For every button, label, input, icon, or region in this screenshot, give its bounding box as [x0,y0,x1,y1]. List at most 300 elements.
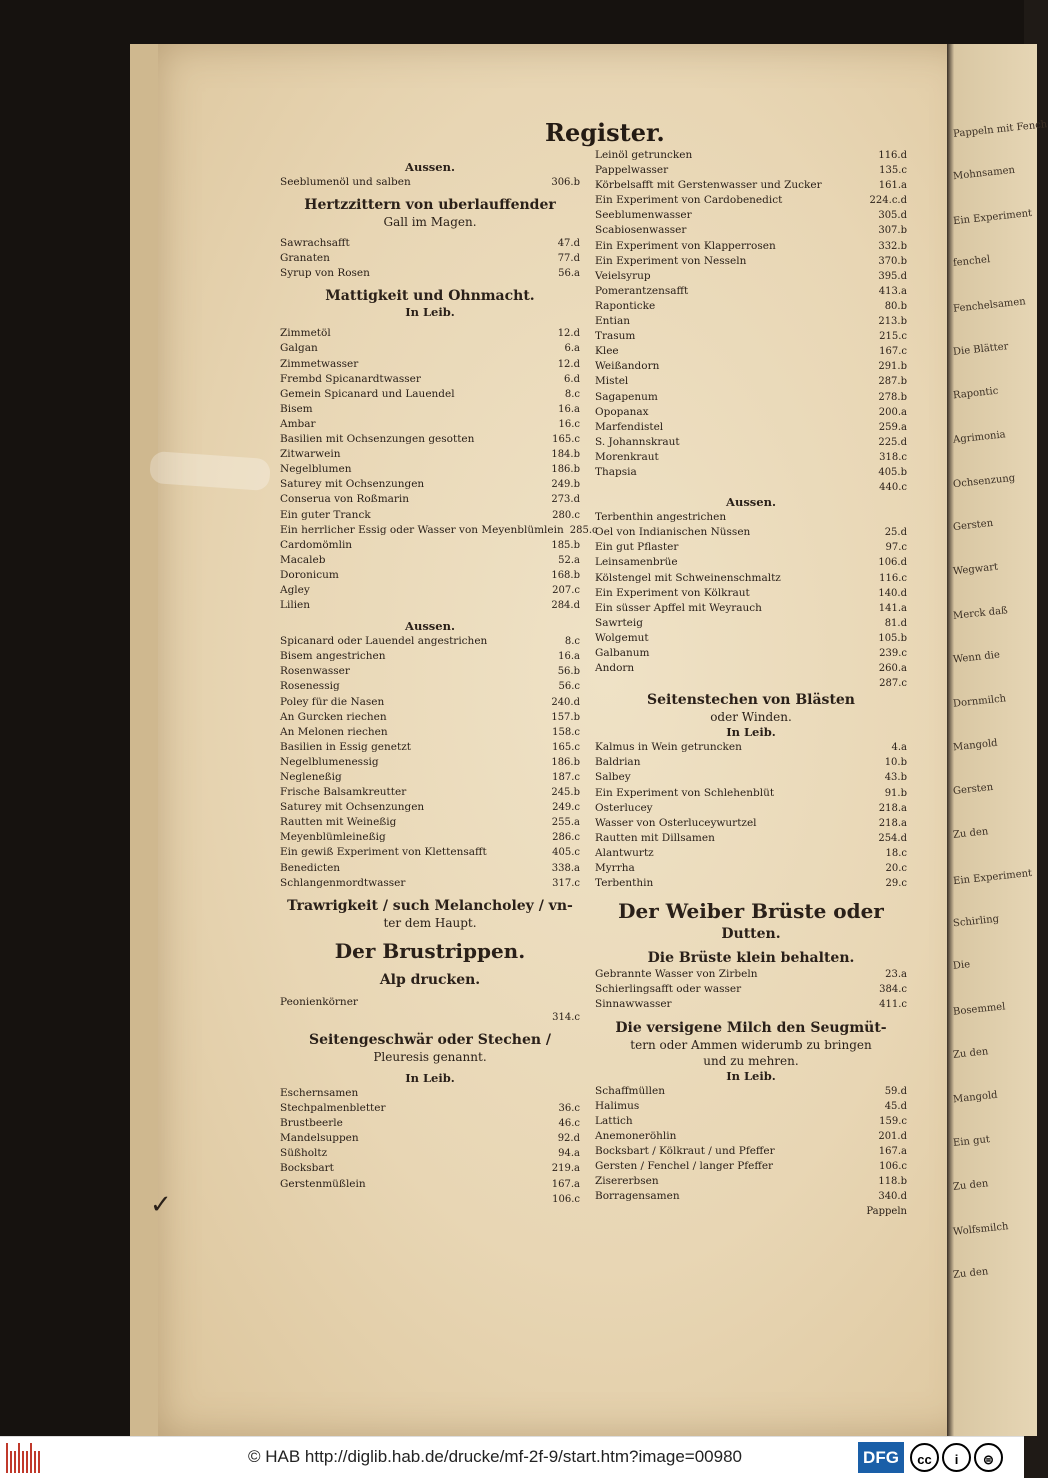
entry-label: Scabiosenwasser [595,224,687,237]
entry-label: Doronicum [280,568,339,581]
entry-label: Ein Experiment von Schlehenblüt [595,786,775,799]
section-heading: Der Brustrippen. [334,938,526,963]
section-heading: Gall im Magen. [383,215,477,230]
entry-page-ref: 157.b [551,711,580,723]
index-entry [280,402,580,417]
index-entry [595,390,907,405]
entry-label: Negelblumenessig [280,755,379,768]
entry-page-ref: 80.b [884,300,907,312]
section-heading: Alp drucken. [379,971,481,988]
entry-page-ref: 219.a [551,1163,580,1175]
entry-page-ref: 225.d [878,436,907,448]
index-entry [280,770,580,785]
entry-page-ref: 18.c [885,847,907,859]
entry-page-ref: 306.b [551,177,580,188]
section-heading: Hertzzittern von uberlauffender [304,197,556,214]
entry-page-ref [901,510,907,525]
index-entry [595,435,907,450]
index-entry [595,661,907,676]
index-entry [595,178,907,193]
index-entry [595,1144,907,1159]
entry-label: Schlangenmordtwasser [280,876,406,889]
entry-label: Frische Balsamkreutter [280,786,407,799]
entry-label: Klee [595,345,619,358]
index-entry [595,540,907,555]
index-entry [595,374,907,389]
page-title: Register. [545,118,665,147]
entry-label: Macaleb [280,553,326,566]
entry-label: Zitwarwein [280,448,341,461]
check-mark: ✓ [150,1190,172,1220]
index-entry [280,1086,580,1101]
neighbor-text: Pappeln mit Fench [952,119,1048,140]
entry-label: Terbenthin angestrichen [595,511,727,524]
entry-label: Alantwurtz [595,846,654,859]
logo-bar [38,1451,40,1473]
entry-page-ref: 141.a [878,602,907,614]
neighbor-text: Schirling [952,913,1000,930]
index-entry [595,405,907,420]
entry-label: Raponticke [595,299,656,312]
entry-page-ref: 286.c [552,832,580,844]
index-entry [280,634,580,649]
index-entry [280,492,580,507]
index-entry [595,786,907,801]
index-entry [280,1161,580,1176]
entry-page-ref: 4.a [891,742,907,754]
entry-label: Ein herrlicher Essig oder Wasser von Meyenblümlein [280,523,564,536]
entry-label: Sawrteig [595,616,643,629]
index-entry [280,583,580,598]
entry-page-ref: 161.a [878,180,907,192]
entry-label: Ein Experiment von Kölkraut [595,586,750,599]
entry-page-ref: 116.d [878,150,907,161]
entry-label: Thapsia [595,465,637,478]
index-entry [595,344,907,359]
index-entry [595,676,907,691]
logo-bar [18,1443,20,1473]
entry-label: Ein Experiment von Klapperrosen [595,239,776,252]
entry-label: Ein süsser Apffel mit Weyrauch [595,601,762,614]
entry-label: Ambar [280,417,316,430]
entry-page-ref: 165.c [552,741,580,753]
index-entry [280,695,580,710]
entry-label: Gerstenmüßlein [280,1177,366,1190]
entry-page-ref: 167.c [879,346,907,358]
entry-page-ref: 6.d [564,373,580,385]
entry-label: Halimus [595,1099,640,1112]
entry-page-ref: 92.d [557,1133,580,1145]
entry-label: Rautten mit Weineßig [280,816,397,829]
index-entry [595,163,907,178]
entry-label: Anemoneröhlin [595,1129,677,1142]
section-heading: Seitengeschwär oder Stechen / [308,1031,552,1048]
index-entry [280,785,580,800]
neighbor-text: Mohnsamen [952,164,1016,183]
index-entry [595,616,907,631]
entry-page-ref: 97.c [885,542,907,554]
entry-page-ref: 200.a [878,406,907,418]
neighbor-text: Zu den [952,1266,989,1281]
hab-logo-icon [6,1443,40,1473]
entry-page-ref: 405.c [552,847,580,859]
entry-page-ref: 8.c [564,636,580,648]
section-heading: Die Brüste klein behalten. [647,950,855,967]
entry-label: Trasum [595,330,636,343]
logo-bar [22,1451,24,1473]
index-entry [280,800,580,815]
entry-label: Zimmetöl [280,327,331,340]
index-entry [595,861,907,876]
entry-page-ref: 186.b [551,464,580,476]
index-entry [595,284,907,299]
entry-label: Süßholtz [280,1147,328,1160]
entry-page-ref [574,1086,580,1101]
entry-label: Osterlucey [595,801,653,814]
index-entry [595,1084,907,1099]
neighbor-text: Ein gut [952,1134,991,1149]
entry-label: Sagapenum [595,390,658,403]
entry-page-ref: 291.b [878,361,907,373]
index-entry [595,510,907,525]
entry-page-ref: 240.d [551,696,580,708]
entry-label: Poley für die Nasen [280,695,385,708]
entry-page-ref: 249.b [551,479,580,491]
index-entry [595,450,907,465]
entry-page-ref: 20.c [885,863,907,875]
section-heading: ter dem Haupt. [383,915,477,930]
entry-page-ref: 287.b [878,376,907,388]
entry-label: Sawrachsafft [280,237,350,250]
entry-label: Gersten / Fenchel / langer Pfeffer [595,1159,774,1172]
index-entry [280,326,580,341]
index-entry [595,801,907,816]
index-entry [280,538,580,553]
neighbor-text: Ochsenzung [952,472,1016,491]
index-entry [280,755,580,770]
neighbor-page [947,44,1048,1436]
by-icon: i [942,1443,971,1472]
entry-page-ref: 317.c [552,877,580,889]
index-entry [595,1189,907,1204]
entry-page-ref: 6.a [564,343,580,355]
entry-page-ref: 213.b [878,316,907,328]
entry-label: Galgan [280,342,318,355]
entry-label: Entian [595,315,631,328]
index-entry [280,679,580,694]
entry-page-ref: 140.d [878,587,907,599]
entry-page-ref: 12.d [557,358,580,370]
entry-page-ref: 47.d [557,238,580,250]
section-heading: In Leib. [726,725,776,740]
left-column [280,160,598,1207]
section-heading: Pleuresis genannt. [373,1049,487,1064]
section-heading: Dutten. [721,926,781,943]
entry-page-ref: 207.c [552,584,580,596]
index-entry [280,1131,580,1146]
neighbor-text: Die [952,959,971,972]
section-heading: oder Winden. [710,710,792,725]
logo-bar [6,1443,8,1473]
entry-page-ref: 287.c [879,678,907,690]
entry-label: Mandelsuppen [280,1132,359,1145]
index-entry [280,175,580,190]
neighbor-text: Agrimonia [952,429,1007,446]
entry-page-ref: 8.c [564,388,580,400]
entry-label: Baldrian [595,756,641,769]
entry-label: Cardomömlin [280,538,353,551]
entry-label: Terbenthin [595,877,654,890]
entry-page-ref: 338.a [551,862,580,874]
neighbor-text: Rapontic [952,385,999,402]
entry-label: Bisem [280,402,313,415]
entry-label: Granaten [280,252,330,265]
neighbor-text: fenchel [952,254,991,269]
entry-label: Basilien mit Ochsenzungen gesotten [280,433,475,446]
entry-page-ref: 255.a [551,817,580,829]
index-entry [280,710,580,725]
index-entry [595,193,907,208]
entry-page-ref: 440.c [879,482,907,494]
section-heading: Aussen. [405,619,455,634]
entry-page-ref: 16.a [558,403,580,415]
entry-label: Myrrha [595,862,635,875]
entry-label: Borragensamen [595,1190,680,1203]
index-entry [595,1204,907,1219]
entry-page-ref: 284.d [551,600,580,612]
neighbor-text: Zu den [952,1178,989,1193]
entry-label: Kölstengel mit Schweinenschmaltz [595,571,781,584]
entry-label: An Melonen riechen [280,725,388,738]
section-heading: Seitenstechen von Blästen [647,692,855,709]
entry-page-ref: 12.d [557,328,580,340]
entry-page-ref: 245.b [551,787,580,799]
index-entry [595,420,907,435]
entry-page-ref: 215.c [879,331,907,343]
entry-page-ref: 135.c [879,165,907,177]
index-entry [280,725,580,740]
index-entry [280,372,580,387]
logo-bar [10,1451,12,1473]
entry-page-ref: 118.b [878,1176,907,1188]
entry-page-ref: 46.c [558,1118,580,1130]
section-heading: In Leib. [405,1070,455,1085]
entry-label: Zisererbsen [595,1175,659,1188]
entry-page-ref: 411.c [879,999,907,1011]
entry-label: Rautten mit Dillsamen [595,831,715,844]
entry-page-ref: 52.a [558,554,580,566]
entry-page-ref: 56.b [557,666,580,678]
entry-page-ref: 305.d [878,210,907,222]
entry-label: Leinsamenbrüe [595,556,678,569]
footer-bar [0,1436,1024,1478]
section-heading: Der Weiber Brüste oder [618,899,884,924]
entry-page-ref: 395.d [878,270,907,282]
index-entry [280,815,580,830]
entry-label: Ein Experiment von Cardobenedict [595,194,783,207]
index-entry [280,417,580,432]
index-entry [595,740,907,755]
index-entry [595,846,907,861]
entry-page-ref: 167.a [551,1178,580,1190]
entry-page-ref: 23.a [885,969,907,981]
entry-page-ref: 106.d [878,557,907,569]
entry-page-ref: 218.a [878,802,907,814]
entry-page-ref: 314.c [552,1011,580,1023]
entry-page-ref: 184.b [551,449,580,461]
sa-icon: ⊜ [974,1443,1003,1472]
index-entry [595,148,907,163]
entry-page-ref: 405.b [878,466,907,478]
entry-page-ref: 56.a [558,268,580,280]
index-entry [280,523,598,538]
index-entry [595,239,907,254]
index-entry [595,525,907,540]
entry-label: Stechpalmenbletter [280,1102,386,1115]
entry-page-ref: 167.a [878,1145,907,1157]
entry-label: Veielsyrup [595,269,651,282]
index-entry [280,830,580,845]
section-heading: In Leib. [405,305,455,320]
index-entry [595,997,907,1012]
entry-label: Agley [280,583,310,596]
section-heading: Aussen. [405,160,455,174]
entry-label: Opopanax [595,405,649,418]
footer-link[interactable]: © HAB http://diglib.hab.de/drucke/mf-2f-9/start.htm?image=00980 [248,1447,742,1466]
entry-page-ref: 259.a [878,421,907,433]
entry-page-ref: 81.d [884,617,907,629]
entry-page-ref: 158.c [552,726,580,738]
neighbor-text: Fenchelsamen [952,296,1027,315]
index-entry [280,568,580,583]
index-entry [595,601,907,616]
index-entry [595,816,907,831]
entry-page-ref: 91.b [884,787,907,799]
neighbor-text: Zu den [952,1046,989,1061]
section-heading: und zu mehren. [703,1053,799,1068]
entry-label: Lattich [595,1114,633,1127]
entry-label: Meyenblümleineßig [280,831,386,844]
index-entry [595,329,907,344]
entry-label: Sinnawwasser [595,998,672,1011]
entry-label: Lilien [280,599,311,612]
section-heading: tern oder Ammen widerumb zu bringen [630,1037,872,1052]
neighbor-text: Ein Experiment [952,867,1033,888]
entry-page-ref: 307.b [878,225,907,237]
entry-label: Conserua von Roßmarin [280,493,410,506]
entry-label: Marfendistel [595,420,664,433]
neighbor-text: Gersten [952,781,994,798]
index-entry [595,646,907,661]
index-entry [280,553,580,568]
entry-label: Negelblumen [280,463,352,476]
neighbor-text: Wolfsmilch [952,1221,1010,1238]
entry-page-ref: 16.a [558,651,580,663]
entry-label: Negleneßig [280,771,342,783]
entry-label: Leinöl getruncken [595,149,693,161]
neighbor-text: Die Blätter [952,341,1009,358]
logo-bar [26,1451,28,1473]
entry-page-ref: 25.d [884,527,907,539]
entry-label: Basilien in Essig genetzt [280,740,411,753]
entry-label: Weißandorn [595,360,660,373]
entry-label: Saturey mit Ochsenzungen [280,801,425,814]
index-entry [595,269,907,284]
entry-page-ref: 187.c [552,772,580,783]
entry-label: Benedicten [280,861,341,874]
index-entry [280,266,580,281]
entry-label: Zimmetwasser [280,357,359,370]
entry-page-ref: 384.c [879,984,907,996]
index-entry [280,477,580,492]
index-entry [280,1116,580,1131]
entry-label: Gebrannte Wasser von Zirbeln [595,968,758,981]
neighbor-text: Wegwart [952,561,999,578]
entry-page-ref: 201.d [878,1130,907,1142]
entry-page-ref: 280.c [552,509,580,521]
right-column [595,148,907,1219]
entry-page-ref: 56.c [558,681,580,693]
entry-label: Ein gewiß Experiment von Klettensafft [280,846,487,859]
neighbor-text: Mangold [952,737,999,754]
index-entry [595,223,907,238]
neighbor-text: Gersten [952,517,994,534]
entry-label: Ein guter Tranck [280,508,371,521]
index-entry [595,586,907,601]
entry-label: Saturey mit Ochsenzungen [280,478,425,491]
entry-label: An Gurcken riechen [280,710,387,723]
entry-page-ref: 106.c [552,1193,580,1205]
entry-label: Peonienkörner [280,995,358,1008]
entry-page-ref: 106.c [879,1160,907,1172]
entry-page-ref: 278.b [878,391,907,403]
entry-label: Ein gut Pflaster [595,541,679,554]
entry-label: Rosenwasser [280,665,350,678]
index-entry [595,1099,907,1114]
section-heading: In Leib. [726,1068,776,1083]
entry-label: Syrup von Rosen [280,267,370,280]
entry-label: Frembd Spicanardtwasser [280,372,421,385]
entry-label: Ein Experiment von Nesseln [595,254,747,267]
neighbor-text: Zu den [952,826,989,841]
entry-page-ref: 29.c [885,878,907,890]
entry-label: Mistel [595,375,629,388]
index-entry [280,1146,580,1161]
index-entry [595,1114,907,1129]
section-heading: Aussen. [726,495,776,510]
entry-label: Oel von Indianischen Nüssen [595,526,751,539]
index-entry [595,359,907,374]
entry-page-ref: 239.c [879,648,907,659]
entry-page-ref: 159.c [879,1115,907,1127]
index-entry [595,982,907,997]
index-entry [595,571,907,586]
index-entry [280,387,580,402]
neighbor-text: Ein Experiment [952,207,1033,228]
neighbor-text: Merck daß [952,605,1009,622]
index-entry [595,755,907,770]
entry-page-ref: 77.d [557,253,580,265]
index-entry [280,845,580,860]
index-entry [595,876,907,891]
index-entry [280,740,580,755]
entry-page-ref [574,995,580,1010]
index-entry [280,598,580,613]
section-heading: Die versigene Milch den Seugmüt- [615,1019,887,1036]
entry-page-ref: 43.b [884,772,907,784]
entry-label: Pomerantzensafft [595,284,689,297]
index-entry [595,299,907,314]
